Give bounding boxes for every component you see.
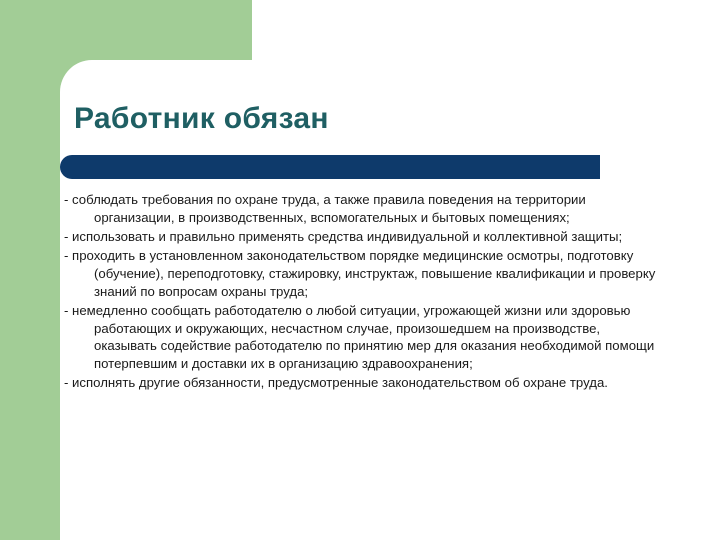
- title-underline-bar: [60, 155, 600, 179]
- list-item: - использовать и правильно применять средства индивидуальной и коллективной защиты;: [64, 228, 623, 244]
- slide-title: Работник обязан: [74, 102, 329, 135]
- list-item: - немедленно сообщать работодателю о любой ситуации, угрожающей жизни или здоровью работающих и окружающих, несчастном случае, произошедшем на производстве, оказывать содействие работодателю по принятию мер для оказания необходимой помощи потерпевшим и доставки их в организацию здравоохранения;: [64, 302, 655, 371]
- list-item: - исполнять другие обязанности, предусмотренные законодательством об охране труда.: [64, 375, 608, 391]
- duties-list: [64, 191, 664, 394]
- list-item: - соблюдать требования по охране труда, а также правила поведения на территории организации, в производственных, вспомогательных и бытовых помещениях;: [64, 192, 586, 225]
- list-item: - проходить в установленном законодательством порядке медицинские осмотры, подготовку (обучение), переподготовку, стажировку, инструктаж, повышение квалификации и проверку знаний по вопросам охраны труда;: [64, 248, 656, 299]
